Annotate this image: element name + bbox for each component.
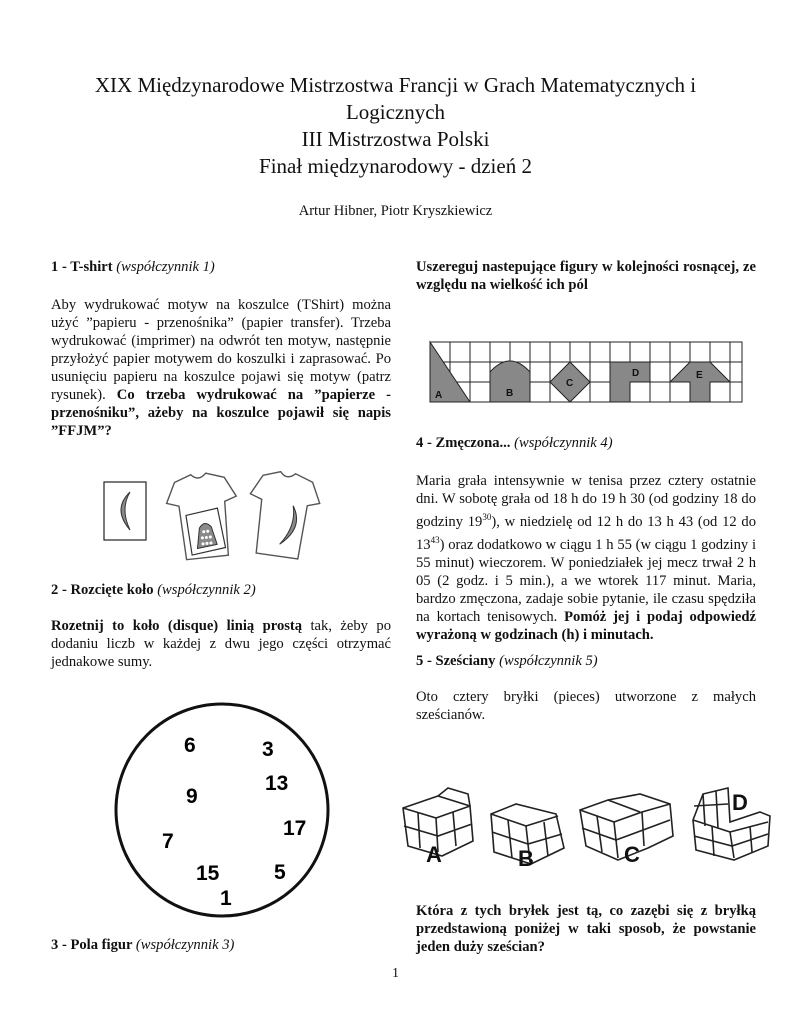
- section-5-title: 5 - Sześciany: [416, 653, 496, 669]
- section-5-body: Oto cztery bryłki (pieces) utworzone z małych sześcianów.: [416, 689, 756, 723]
- authors: Artur Hibner, Piotr Kryszkiewicz: [298, 203, 493, 219]
- section-2-instruction: Rozetnij to koło (disque) linią prostą: [51, 618, 303, 634]
- circle-number: 9: [186, 785, 198, 808]
- section-4-body: [416, 472, 756, 644]
- section-1-text: Aby wydrukować motyw na koszulce (TShirt) można użyć ”papieru - przenośnika” (papier transfer). Trzeba wydrukować (imprimer) na odwrót ten motyw, następnie przyłożyć papier motywem do koszulki i zaprasować. Po usunięciu papieru na koszulce pojawi się motyw (patrz rysunek).: [51, 297, 391, 403]
- section-2: [51, 581, 391, 671]
- section-1-title: 1 - T-shirt: [51, 259, 113, 275]
- shape-d: [610, 362, 650, 402]
- circle-number: 3: [262, 738, 274, 761]
- title-line-4: Finał międzynarodowy - dzień 2: [259, 154, 532, 178]
- shape-label: E: [696, 370, 703, 381]
- section-5-heading: [416, 652, 756, 670]
- circle-number: 1: [220, 887, 232, 910]
- section-4-text: ), w niedzielę od 12 h do 13 h 43 (od 12 do 13: [416, 513, 756, 553]
- number-circle: [108, 700, 338, 920]
- section-4-text: Maria grała intensywnie w tenisa przez cztery ostatnie dni. W sobotę grała od 18 h do 19 h 30 (od godziny 18 do godziny 19: [416, 473, 756, 530]
- piece-label: C: [624, 842, 640, 867]
- section-5-coef: (współczynnik 5): [499, 653, 598, 669]
- section-3-coef: (współczynnik 3): [135, 937, 235, 953]
- section-1-heading: [51, 258, 391, 276]
- section-2-title: 2 - Rozcięte koło: [51, 582, 154, 598]
- section-3-question: Uszereguj nastepujące figury w kolejności rosnącej, ze względu na wielkość ich pól: [416, 259, 756, 293]
- section-4: [416, 434, 756, 644]
- circle-number: 5: [274, 861, 286, 884]
- section-4-question: Pomóż jej i podaj odpowiedź wyrażoną w godzinach (h) i minutach.: [416, 608, 757, 643]
- shape-label: C: [566, 378, 574, 389]
- piece-label: B: [518, 846, 534, 871]
- title-line-1: XIX Międzynarodowe Mistrzostwa Francji w Grach Matematycznych i: [94, 73, 697, 97]
- circle-number: 15: [196, 862, 220, 885]
- shape-label: B: [506, 388, 514, 399]
- section-2-body: [51, 617, 391, 671]
- section-4-coef: (współczynnik 4): [514, 435, 613, 451]
- right-column: [416, 258, 756, 294]
- left-column: [51, 258, 391, 440]
- shape-e: [670, 362, 730, 402]
- section-1-body: [51, 296, 391, 440]
- section-5-question-wrap: [416, 902, 756, 956]
- shape-label: A: [435, 390, 443, 401]
- title-line-3: III Mistrzostwa Polski: [301, 127, 490, 151]
- section-4-text: ) oraz dodatkowo w ciągu 1 h 55 (w ciągu 1 godziny i 55 minut) wieczorem. W poniedziałek jej mecz trwał 2 h 05 (2 godz. i 5 min.), a we wtorek 117 minut. Maria, bardzo zmęczona, zadaje sobie pytanie, ile czasu spędziła na kortach tenisowych.: [416, 536, 756, 625]
- section-1-question: Co trzeba wydrukować na ”papierze - przenośniku”, ażeby na koszulce pojawił się napis ”FFJM”?: [51, 387, 392, 439]
- superscript: 30: [482, 512, 492, 522]
- section-4-heading: [416, 434, 756, 452]
- tshirt-figure: [100, 462, 330, 562]
- piece-label: D: [732, 790, 748, 815]
- section-3-title: 3 - Pola figur: [51, 937, 133, 953]
- cube-pieces: [398, 786, 783, 871]
- circle-number: 7: [162, 830, 174, 853]
- section-5-question: Która z tych bryłek jest tą, co zazębi się z bryłką przedstawioną poniżej w taki sposob, że powstanie jeden duży sześcian?: [416, 903, 756, 955]
- superscript: 43: [430, 534, 440, 545]
- circle-number: 13: [265, 772, 289, 795]
- section-5: [416, 652, 756, 724]
- circle-number: 6: [184, 734, 196, 757]
- piece-label: A: [426, 842, 442, 867]
- shape-label: D: [632, 368, 640, 379]
- section-3-heading-wrap: [51, 936, 391, 954]
- section-2-text: tak, żeby po dodaniu liczb w każdej z dwu jego części otrzymać jednakowe sumy.: [51, 618, 391, 670]
- page-number: 1: [392, 966, 399, 981]
- section-1-coef: (współczynnik 1): [116, 259, 215, 275]
- title-line-2: Logicznych: [345, 100, 446, 124]
- section-2-coef: (współczynnik 2): [157, 582, 256, 598]
- section-4-title: 4 - Zmęczona...: [416, 435, 511, 451]
- section-2-heading: [51, 581, 391, 599]
- circle-number: 17: [283, 817, 307, 840]
- section-3-heading: [51, 936, 391, 954]
- shapes-grid: [428, 338, 748, 408]
- paper-title: [60, 72, 731, 180]
